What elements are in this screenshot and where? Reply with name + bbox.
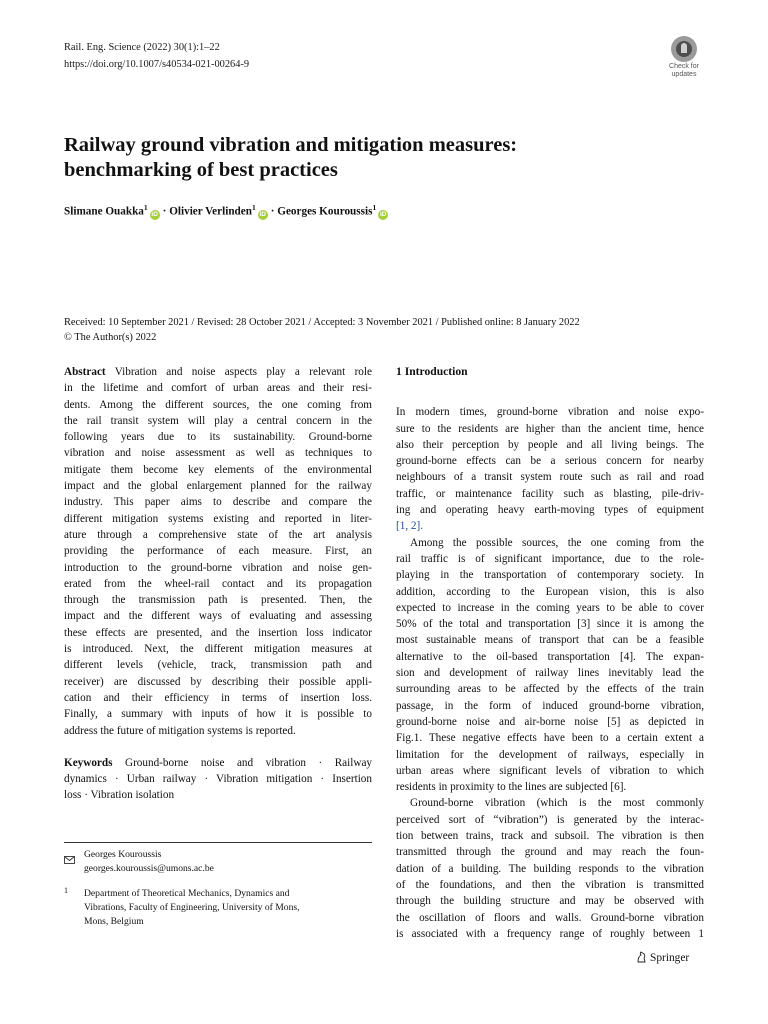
intro-line: 50% of the total and transportation [3] since it is among the bbox=[396, 618, 704, 631]
publisher-name: Springer bbox=[650, 952, 690, 964]
abstract-line: Finally, a summary with inputs of how it is possible to bbox=[64, 708, 372, 721]
abstract-line: vibration and noise assessment as well as techniques to bbox=[64, 447, 372, 460]
abstract-line: the rail transit system will play a central concern in the bbox=[64, 414, 372, 427]
abstract-line: impact and the global enlargement planned for the railway bbox=[64, 480, 372, 493]
affiliation-line: Vibrations, Faculty of Engineering, University of Mons, bbox=[84, 901, 300, 913]
intro-line: Among the possible sources, the one coming from the bbox=[410, 536, 704, 549]
badge-line2: updates bbox=[671, 70, 697, 78]
publication-dates bbox=[64, 315, 580, 345]
intro-paragraph-1 bbox=[396, 404, 704, 534]
abstract-label: Abstract bbox=[64, 366, 106, 378]
author-affil-marker: 1 bbox=[372, 203, 377, 212]
abstract-line: cation and their efficiency in terms of insertion loss. bbox=[64, 691, 372, 704]
author-separator: · bbox=[270, 205, 275, 218]
intro-line: dation of a building. The building responds to the vibration bbox=[396, 862, 704, 875]
keywords-line: loss · Vibration isolation bbox=[64, 789, 175, 802]
intro-line: tion between trains, track and subsoil. The vibration is then bbox=[396, 830, 704, 843]
intro-line: transmitted through the ground and may reach the foun- bbox=[396, 846, 704, 859]
abstract-line: receiver) are discussed by describing their possible appli- bbox=[64, 675, 372, 688]
author-list bbox=[64, 203, 391, 220]
keywords-line: Ground-borne noise and vibration · Railway bbox=[124, 756, 373, 769]
correspondence bbox=[84, 848, 214, 876]
check-for-updates-badge[interactable] bbox=[664, 36, 704, 78]
intro-line: through the building structure and may be observed with bbox=[396, 895, 704, 908]
author-name[interactable]: Olivier Verlinden bbox=[169, 205, 252, 218]
abstract-line: ature through a comprehensive state of the art analysis bbox=[64, 528, 372, 541]
intro-line: ground-borne noise and air-borne noise [5] as depicted in bbox=[396, 715, 704, 728]
date-history: Received: 10 September 2021 / Revised: 28 October 2021 / Accepted: 3 November 2021 / Published online: 8 January 2022 bbox=[64, 317, 580, 328]
intro-line: ground-borne effects can be a serious concern for nearby bbox=[396, 455, 704, 468]
envelope-icon bbox=[64, 851, 75, 869]
intro-line: perceived sort of “vibration”) is generated by the interac- bbox=[396, 813, 704, 826]
springer-horse-icon bbox=[636, 951, 647, 963]
abstract bbox=[64, 364, 372, 739]
title-line1: Railway ground vibration and mitigation measures: bbox=[64, 134, 518, 156]
author-affil-marker: 1 bbox=[143, 203, 148, 212]
affiliation-line: Mons, Belgium bbox=[84, 915, 144, 927]
affiliation-line: Department of Theoretical Mechanics, Dynamics and bbox=[84, 888, 290, 899]
intro-line: also their perception by people and all living beings. The bbox=[396, 438, 704, 451]
abstract-line: erated from the wheel-rail contact and its propagation bbox=[64, 577, 372, 590]
title-line2: benchmarking of best practices bbox=[64, 159, 338, 181]
abstract-line: in the lifetime and comfort of urban areas and their resi- bbox=[64, 382, 372, 395]
intro-line: passage, in the form of induced ground-borne vibration, bbox=[396, 699, 704, 712]
orcid-icon[interactable]: iD bbox=[151, 210, 158, 218]
correspondence-email[interactable]: georges.kouroussis@umons.ac.be bbox=[84, 862, 214, 874]
intro-line: of the foundations, and then the vibration is transmitted bbox=[396, 878, 704, 891]
intro-line: sure to the residents are higher than the ancient time, hence bbox=[396, 422, 704, 435]
intro-line: Ground-borne vibration (which is the most commonly bbox=[410, 797, 704, 810]
intro-line: the oscillation of floors and walls. Ground-borne vibration bbox=[396, 911, 704, 924]
intro-line: ing and operating heavy earth-moving types of equipment bbox=[396, 504, 704, 517]
abstract-line: industry. This paper aims to describe and compare the bbox=[64, 496, 372, 509]
journal-meta bbox=[64, 40, 249, 73]
abstract-line: mitigate them become key elements of the environmental bbox=[64, 463, 372, 476]
abstract-line: providing the performance of each measure. First, an bbox=[64, 545, 372, 558]
intro-line: sion and development of railway lines inevitably lead the bbox=[396, 667, 704, 680]
footnote-divider bbox=[64, 842, 372, 843]
paper-title bbox=[64, 133, 624, 183]
intro-line: In modern times, ground-borne vibration and noise expo- bbox=[396, 406, 704, 419]
abstract-line: impact and the different ways of evaluating and assessing bbox=[64, 610, 372, 623]
author-name[interactable]: Slimane Ouakka bbox=[64, 205, 144, 218]
intro-citation-line[interactable]: [1, 2]. bbox=[396, 520, 424, 533]
orcid-icon[interactable]: iD bbox=[259, 210, 266, 218]
intro-paragraph-3 bbox=[396, 795, 704, 942]
publisher-mark bbox=[636, 951, 689, 964]
orcid-icon[interactable]: iD bbox=[379, 210, 387, 218]
check-for-updates-icon bbox=[671, 36, 697, 62]
correspondence-name: Georges Kouroussis bbox=[84, 849, 162, 860]
badge-line1: Check for bbox=[669, 63, 699, 70]
affiliation bbox=[84, 887, 300, 928]
keywords-label: Keywords bbox=[64, 756, 113, 769]
affiliation-marker: 1 bbox=[64, 886, 68, 895]
copyright-line: © The Author(s) 2022 bbox=[64, 332, 157, 343]
intro-line: Fig.1. These negative effects have been to a certain extent a bbox=[396, 732, 704, 745]
abstract-line: is introduced. Next, the different mitigation measures at bbox=[64, 643, 372, 656]
intro-paragraph-2 bbox=[396, 535, 704, 796]
author-separator: · bbox=[162, 205, 167, 218]
abstract-line: introduction to the ground-borne vibration and noise gen- bbox=[64, 561, 372, 574]
intro-line: playing in the transportation of contemporary society. In bbox=[396, 569, 704, 582]
author-name[interactable]: Georges Kouroussis bbox=[277, 205, 373, 218]
intro-line: residents in proximity to the lines are subjected [6]. bbox=[396, 781, 627, 794]
intro-line: most sustainable means of transport that can be a feasible bbox=[396, 634, 704, 647]
right-column bbox=[396, 364, 704, 942]
abstract-line: dents. Among the different sources, the one coming from bbox=[64, 398, 372, 411]
abstract-line: different levels (vehicle, track, transmission path and bbox=[64, 659, 372, 672]
intro-line: is associated with a frequency range of roughly between 1 bbox=[396, 927, 704, 940]
abstract-line: different mitigation systems existing and reported in liter- bbox=[64, 512, 372, 525]
intro-line: limitation for the development of railways, especially in bbox=[396, 748, 704, 761]
intro-line: alternative to the oil-based transportation [4]. The expan- bbox=[396, 650, 704, 663]
keywords-line: dynamics · Urban railway · Vibration mitigation · Insertion bbox=[64, 773, 372, 786]
intro-line: rail traffic is of significant importance, due to the role- bbox=[396, 552, 704, 565]
journal-citation: Rail. Eng. Science (2022) 30(1):1–22 bbox=[64, 42, 220, 53]
doi-link[interactable]: https://doi.org/10.1007/s40534-021-00264-9 bbox=[64, 58, 250, 70]
abstract-line: these effects are presented, and the insertion loss indicator bbox=[64, 626, 372, 639]
author-affil-marker: 1 bbox=[251, 203, 256, 212]
left-column bbox=[64, 364, 372, 804]
abstract-line: following years due to its sustainability. Ground-borne bbox=[64, 431, 372, 444]
intro-line: addition, according to the European vision, this is also bbox=[396, 585, 704, 598]
intro-line: surrounding areas to be affected by the effects of the train bbox=[396, 683, 704, 696]
intro-line: neighbours of a transit system route such as rail and road bbox=[396, 471, 704, 484]
intro-line: expected to increase in the coming years to be able to cover bbox=[396, 601, 704, 614]
keywords bbox=[64, 755, 372, 804]
abstract-line: through the transmission path is presented. Then, the bbox=[64, 594, 372, 607]
abstract-line: Vibration and noise aspects play a relevant role bbox=[114, 366, 372, 378]
intro-line: traffic, or maintenance facility such as blasting, pile-driv- bbox=[396, 487, 704, 500]
section-heading-introduction: 1 Introduction bbox=[396, 365, 468, 378]
intro-line: urban areas where significant levels of vibration to which bbox=[396, 764, 704, 777]
abstract-line: address the future of mitigation systems is reported. bbox=[64, 724, 296, 737]
